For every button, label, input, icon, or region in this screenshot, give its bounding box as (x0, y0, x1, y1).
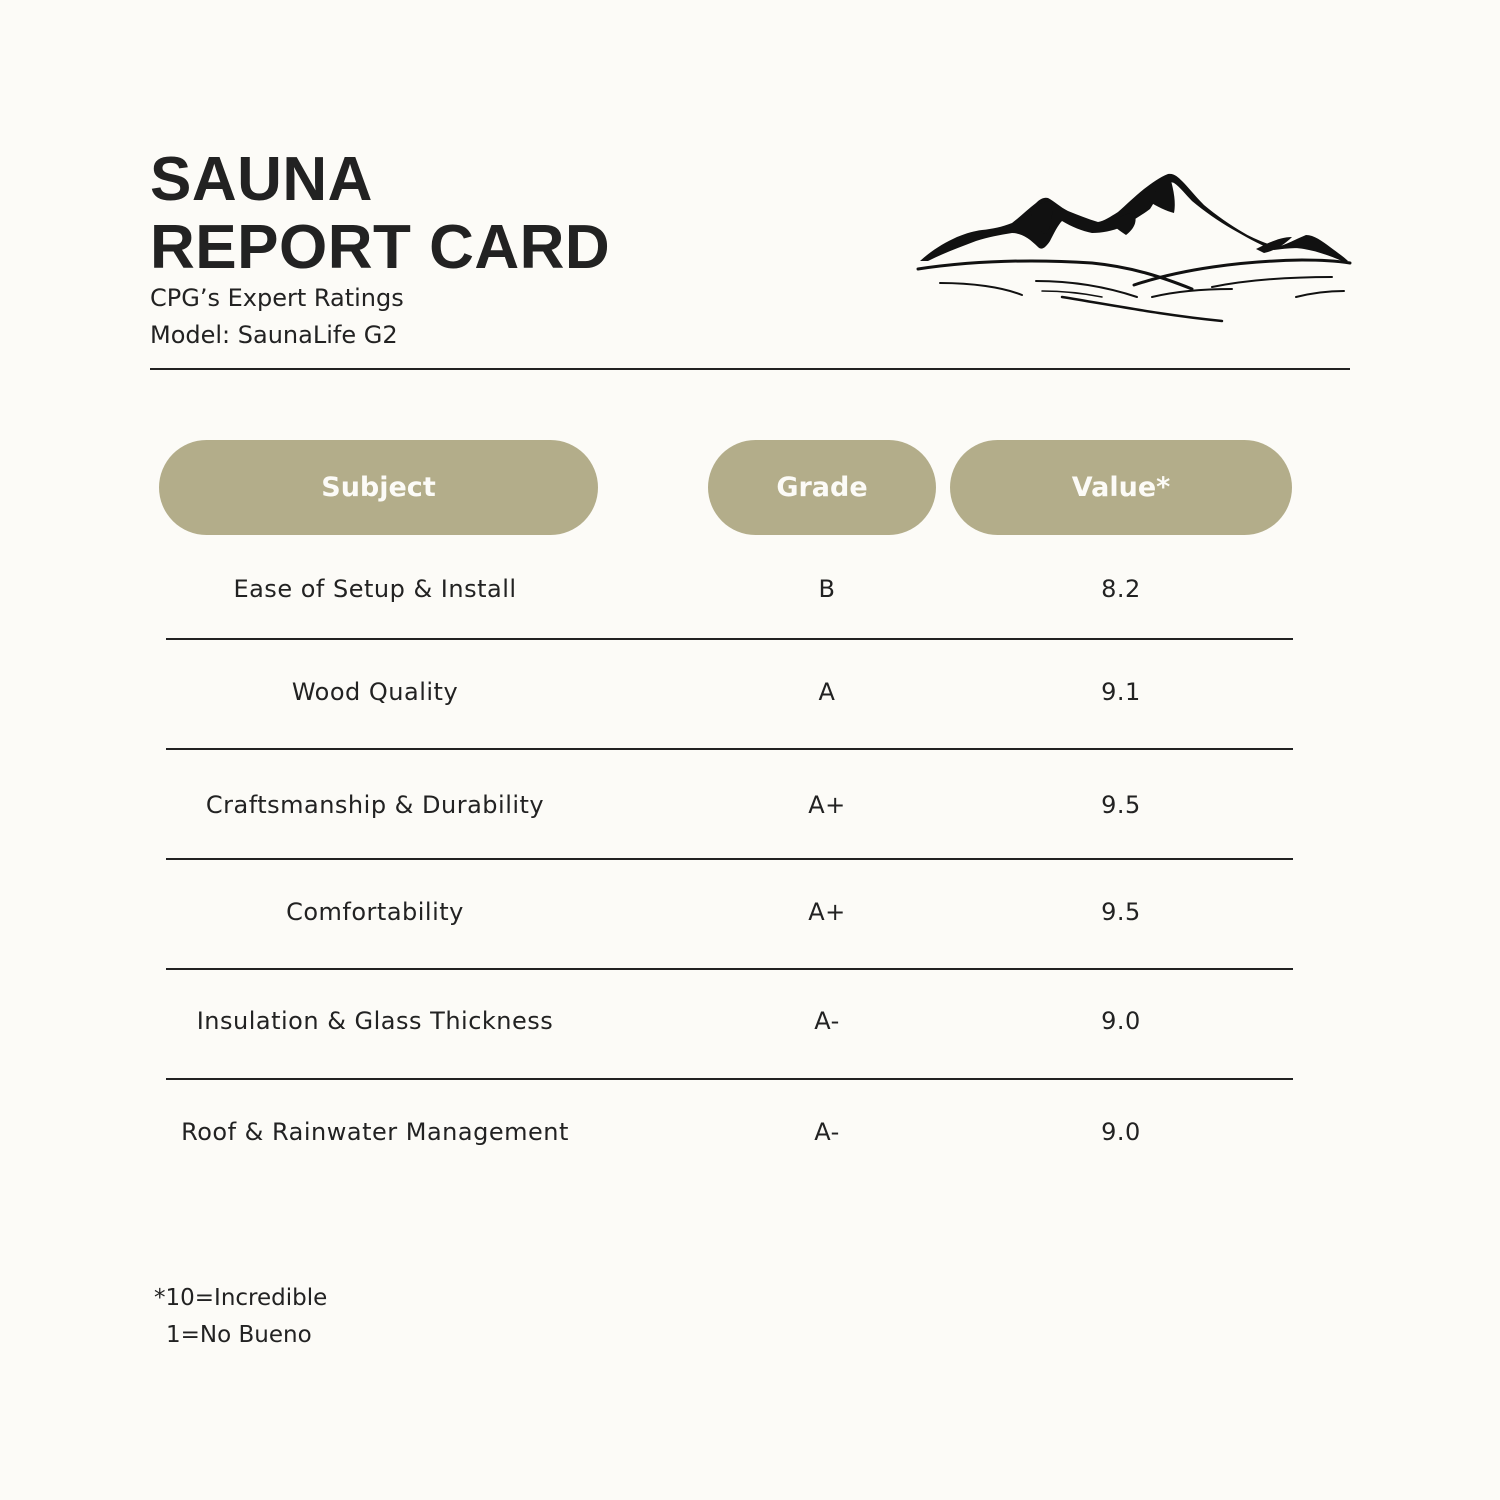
row-subject: Wood Quality (291, 678, 459, 706)
row-subject: Roof & Rainwater Management (181, 1118, 569, 1146)
subtitle: CPG’s Expert Ratings (150, 284, 404, 312)
row-value: 9.1 (1101, 678, 1141, 706)
row-grade: A- (814, 1007, 840, 1035)
row-divider (166, 748, 1293, 750)
header-divider (150, 368, 1350, 370)
row-value: 9.0 (1101, 1007, 1141, 1035)
row-grade: A+ (808, 791, 846, 819)
column-header-subject: Subject (159, 440, 598, 535)
model-label: Model: SaunaLife G2 (150, 321, 398, 349)
footnote-scale-low: 1=No Bueno (166, 1322, 312, 1348)
column-header-value: Value* (950, 440, 1292, 535)
row-value: 8.2 (1101, 575, 1141, 603)
row-grade: A+ (808, 898, 846, 926)
mountain-range-icon (912, 165, 1357, 330)
row-subject: Comfortability (286, 898, 464, 926)
row-divider (166, 858, 1293, 860)
row-subject: Insulation & Glass Thickness (196, 1007, 554, 1035)
footnote-scale-high: *10=Incredible (154, 1285, 328, 1311)
row-subject: Craftsmanship & Durability (205, 791, 545, 819)
title-line-2: REPORT CARD (150, 213, 611, 282)
row-divider (166, 968, 1293, 970)
row-value: 9.0 (1101, 1118, 1141, 1146)
row-grade: B (818, 575, 836, 603)
row-grade: A (818, 678, 836, 706)
title-line-1: SAUNA (150, 145, 373, 214)
row-value: 9.5 (1101, 791, 1141, 819)
row-divider (166, 1078, 1293, 1080)
row-value: 9.5 (1101, 898, 1141, 926)
row-divider (166, 638, 1293, 640)
row-subject: Ease of Setup & Install (233, 575, 517, 603)
column-header-grade: Grade (708, 440, 936, 535)
page-title (150, 146, 610, 282)
row-grade: A- (814, 1118, 840, 1146)
